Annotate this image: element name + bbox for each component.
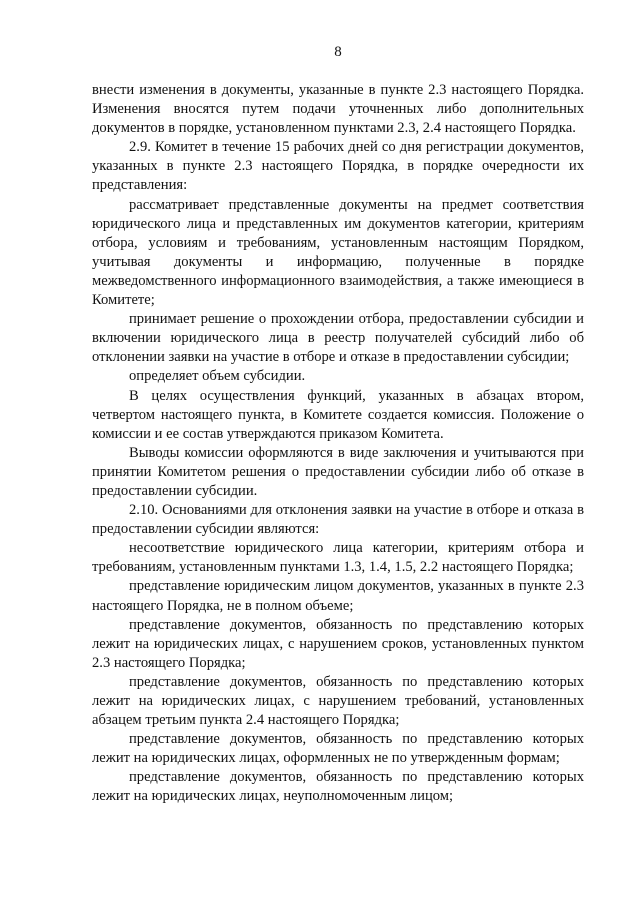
- paragraph: представление документов, обязанность по представлению которых лежит на юридических лицах, неуполномоченным лицом;: [92, 769, 584, 805]
- paragraph: определяет объем субсидии.: [129, 368, 306, 385]
- paragraph: представление юридическим лицом документов, указанных в пункте 2.3 настоящего Порядка, не в полном объеме;: [92, 578, 584, 614]
- paragraph: рассматривает представленные документы на предмет соответствия юридического лица и представленных им документов категории, критериям отбора, условиям и требованиям, установленным настоящим Порядком, учитывая документы и информацию, полученные в порядке межведомственного информационного взаимодействия, а также имеющиеся в Комитете;: [92, 196, 584, 309]
- paragraph: 2.9. Комитет в течение 15 рабочих дней со дня регистрации документов, указанных в пункте 2.3 настоящего Порядка, в порядке очередности их представления:: [92, 139, 584, 194]
- paragraph: В целях осуществления функций, указанных в абзацах втором, четвертом настоящего пункта, в Комитете создается комиссия. Положение о комиссии и ее состав утверждаются приказом Комитета.: [92, 387, 584, 442]
- paragraph: 2.10. Основаниями для отклонения заявки на участие в отборе и отказа в предоставлении субсидии являются:: [92, 502, 584, 538]
- paragraph: представление документов, обязанность по представлению которых лежит на юридических лицах, оформленных не по утвержденным формам;: [92, 731, 584, 767]
- document-body: [92, 81, 584, 807]
- page-number: 8: [334, 44, 342, 60]
- paragraph: внести изменения в документы, указанные в пункте 2.3 настоящего Порядка. Изменения вносятся путем подачи уточненных либо дополнительных документов в порядке, установленном пунктами 2.3, 2.4 настоящего Порядка.: [92, 82, 584, 137]
- paragraph: представление документов, обязанность по представлению которых лежит на юридических лицах, с нарушением требований, установленных абзацем третьим пункта 2.4 настоящего Порядка;: [92, 673, 584, 729]
- paragraph: Выводы комиссии оформляются в виде заключения и учитываются при принятии Комитетом решения о предоставлении субсидии либо об отказе в предоставлении субсидии.: [92, 444, 584, 499]
- paragraph: несоответствие юридического лица категории, критериям отбора и требованиям, установленным пунктами 1.3, 1.4, 1.5, 2.2 настоящего Порядка;: [92, 540, 584, 576]
- paragraph: принимает решение о прохождении отбора, предоставлении субсидии и включении юридического лица в реестр получателей субсидий либо об отклонении заявки на участие в отборе и отказе в предоставлении субсидии;: [92, 311, 584, 366]
- paragraph: представление документов, обязанность по представлению которых лежит на юридических лицах, с нарушением сроков, установленных пунктом 2.3 настоящего Порядка;: [92, 616, 584, 671]
